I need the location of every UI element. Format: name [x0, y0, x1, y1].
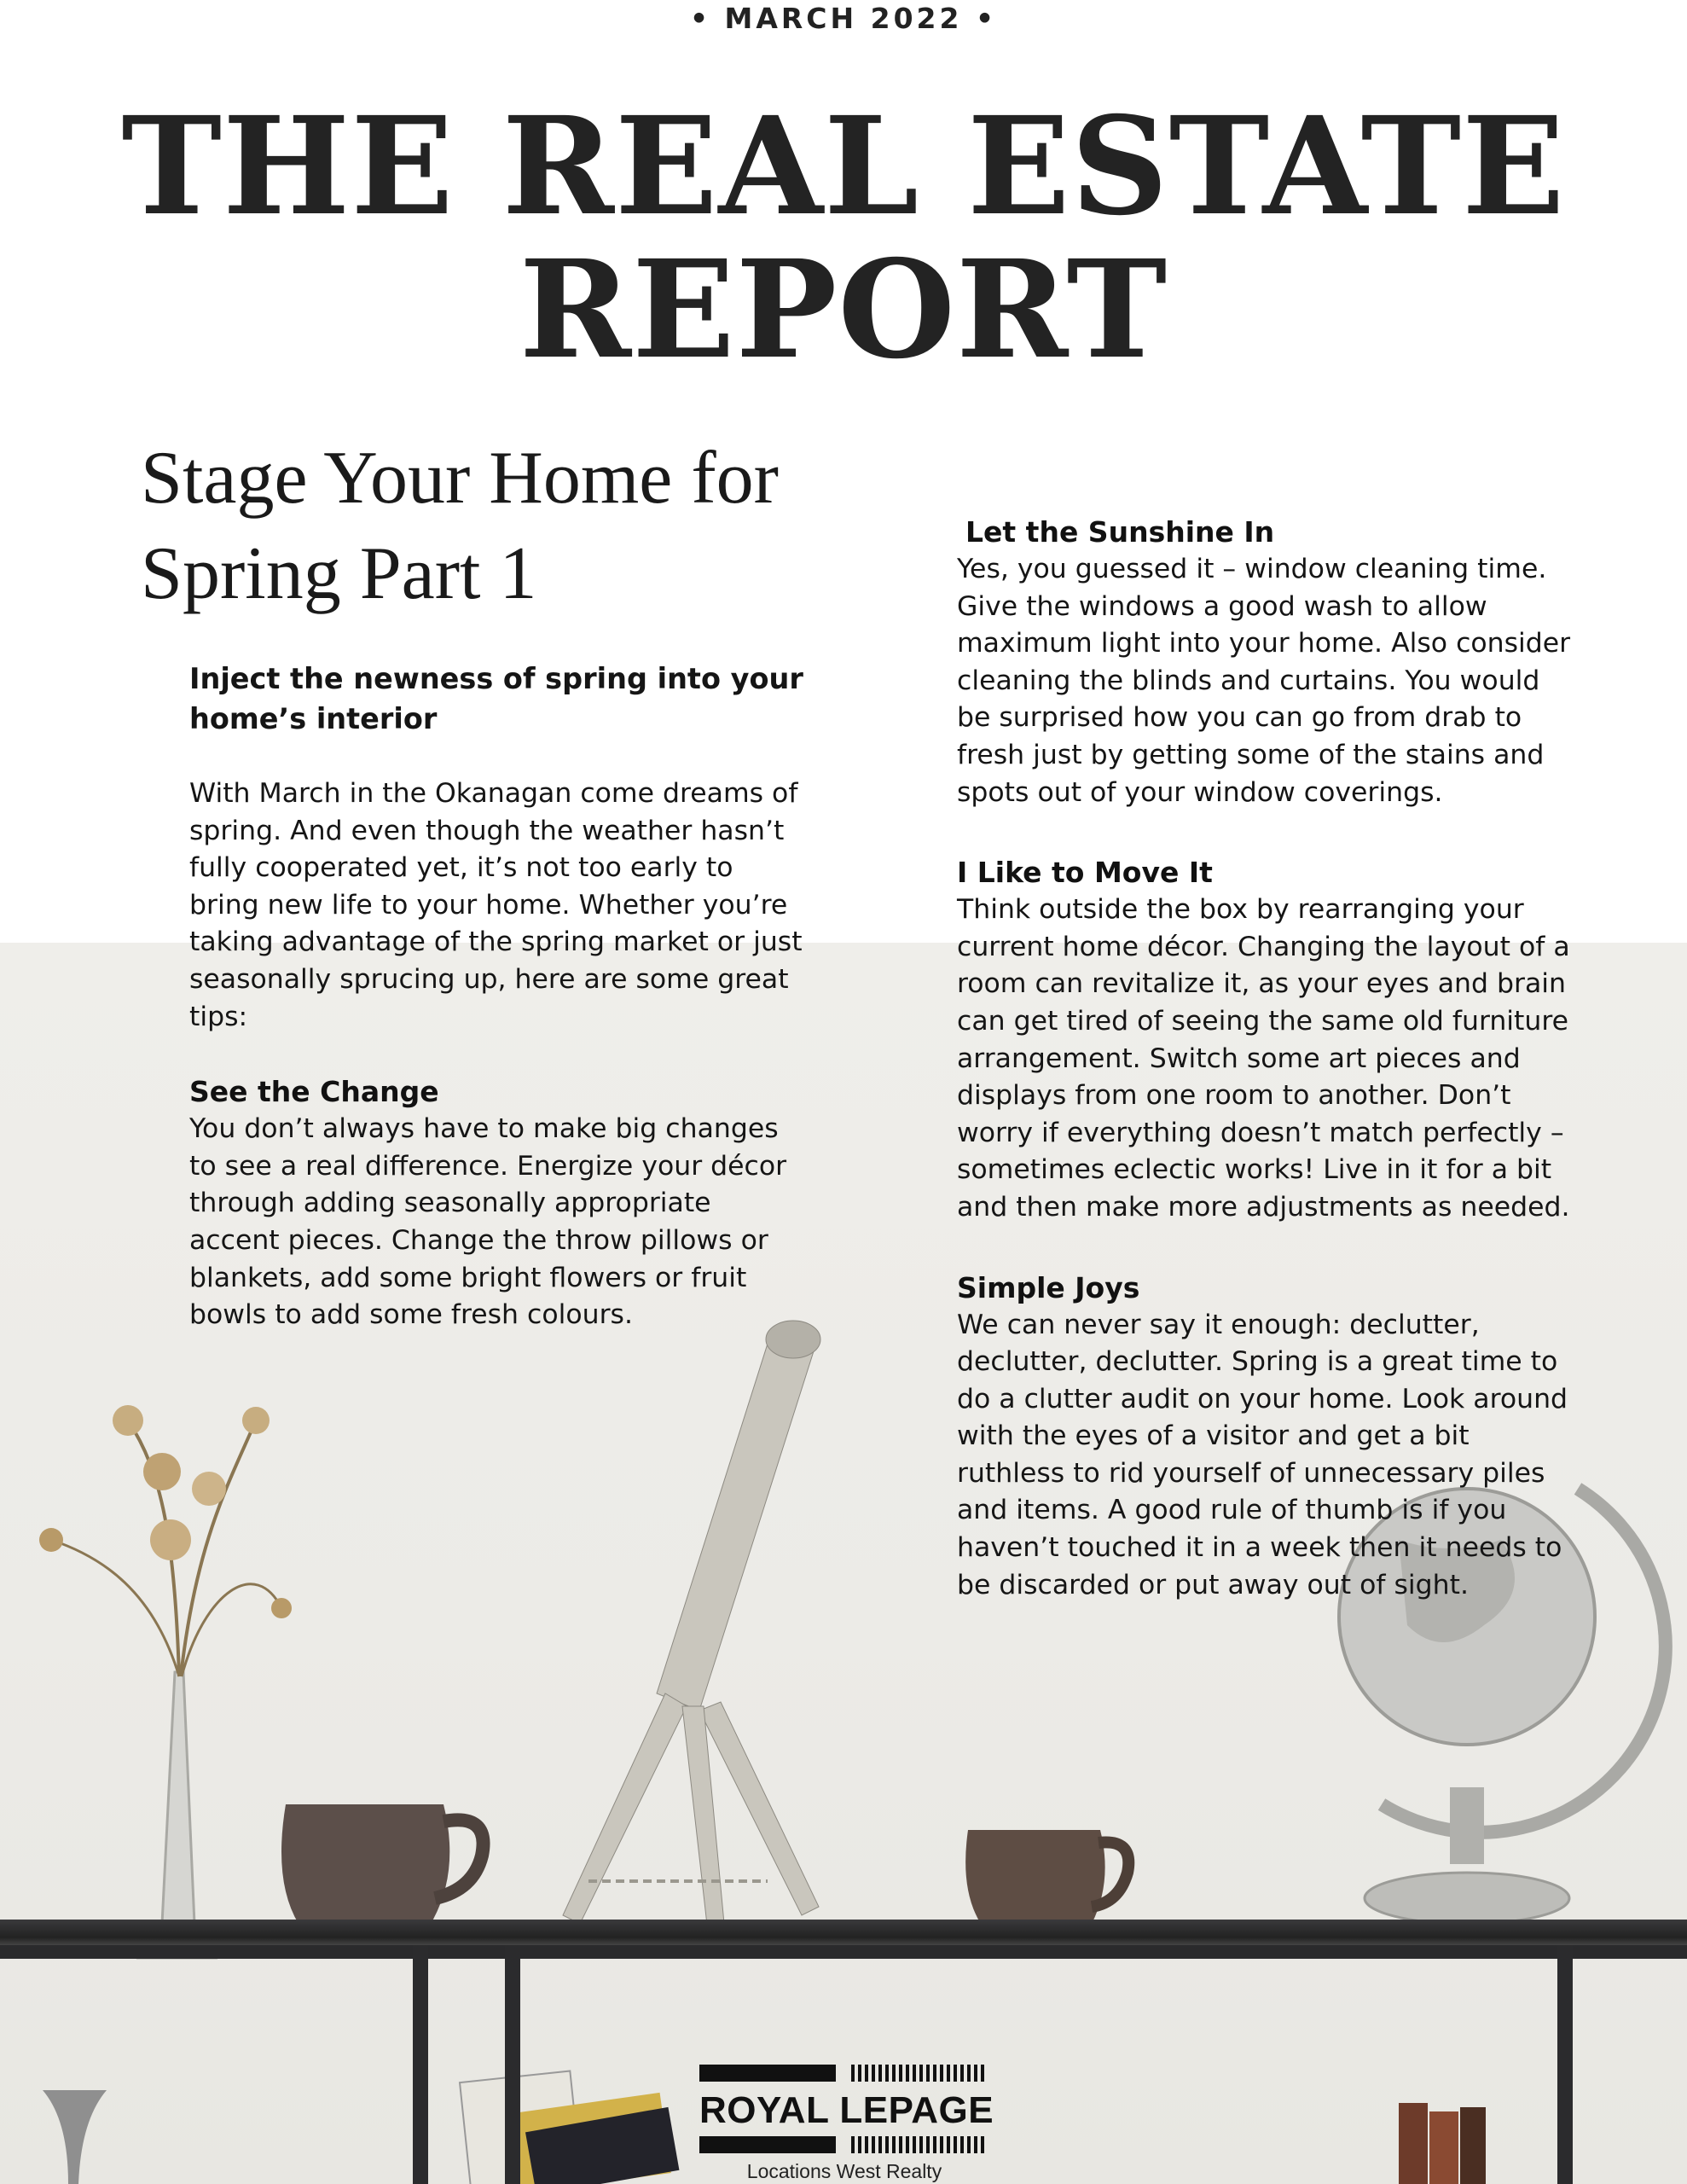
masthead-line-1: THE REAL ESTATE [121, 88, 1566, 246]
article-title [141, 431, 874, 622]
section-body-see-the-change: You don’t always have to make big changes to see a real difference. Energize your décor through adding seasonally appropriate accent pieces. Change the throw pillows or blankets, add some bright flowers or fruit bowls to add some fresh colours. [189, 1113, 787, 1331]
issue-date: • MARCH 2022 • [689, 2, 998, 35]
section-heading-i-like-to-move-it: I Like to Move It [957, 856, 1213, 890]
section-body-i-like-to-move-it: Think outside the box by rearranging your current home décor. Changing the layout of a room can revitalize it, as your eyes and brain can get tired of seeing the same old furniture arrangement. Switch some art pieces and displays from one room to another. Don’t worry if everything doesn’t match perfectly – sometimes eclectic works! Live in it for a bit and then make more adjustments as needed. [957, 894, 1570, 1223]
section-body-let-the-sunshine-in: Yes, you guessed it – window cleaning time. Give the windows a good wash to allow maximum light into your home. Also consider cleaning the blinds and curtains. You would be surprised how you can go from drab to fresh just by getting some of the stains and spots out of your window coverings. [957, 554, 1571, 808]
logo-stripes-top [851, 2065, 986, 2082]
mug-icon [965, 1830, 1128, 1924]
section-body-simple-joys: We can never say it enough: declutter, declutter, declutter. Spring is a great time to do a clutter audit on your home. Look around with the eyes of a visitor and get a bit ruthless to rid yourself of unnecessary piles and items. A good rule of thumb is if you haven’t touched it in a week then it needs to be discarded or put away out of sight. [957, 1309, 1568, 1600]
logo-bar-bottom [699, 2136, 836, 2153]
logo-brand: ROYAL LEPAGE [699, 2089, 994, 2131]
shelf-rail [0, 1945, 1687, 1959]
article-intro: With March in the Okanagan come dreams of spring. And even though the weather hasn’t fully cooperated yet, it’s not too early to bring new life to your home. Whether you’re taking advantage of the spring market or just seasonally sprucing up, here are some great tips: [189, 778, 803, 1032]
section-heading-see-the-change: See the Change [189, 1075, 439, 1109]
article-title-line-1: Stage Your Home for [141, 437, 779, 520]
royal-lepage-logo [699, 2063, 994, 2184]
left-column [189, 659, 803, 1334]
flower-vase-icon [39, 1405, 292, 1958]
section-heading-let-the-sunshine-in: Let the Sunshine In [965, 515, 1275, 549]
telescope-icon [563, 1321, 820, 1932]
shelf-leg [413, 1945, 428, 2184]
logo-stripes-bottom [851, 2136, 986, 2153]
shelf-leg [1557, 1945, 1573, 2184]
section-heading-simple-joys: Simple Joys [957, 1270, 1140, 1304]
masthead-title [0, 88, 1687, 389]
logo-bar-top [699, 2065, 836, 2082]
candle-holder-icon [43, 2090, 107, 2184]
article-subtitle: Inject the newness of spring into your home’s interior [189, 662, 803, 735]
shelf-top [0, 1920, 1687, 1945]
article-title-line-2: Spring Part 1 [141, 532, 537, 615]
masthead-line-2: REPORT [519, 231, 1168, 389]
shelf-leg [505, 1945, 520, 2184]
mug-icon [281, 1804, 484, 1924]
right-column [957, 514, 1571, 1604]
logo-subline: Locations West Realty [746, 2160, 942, 2182]
